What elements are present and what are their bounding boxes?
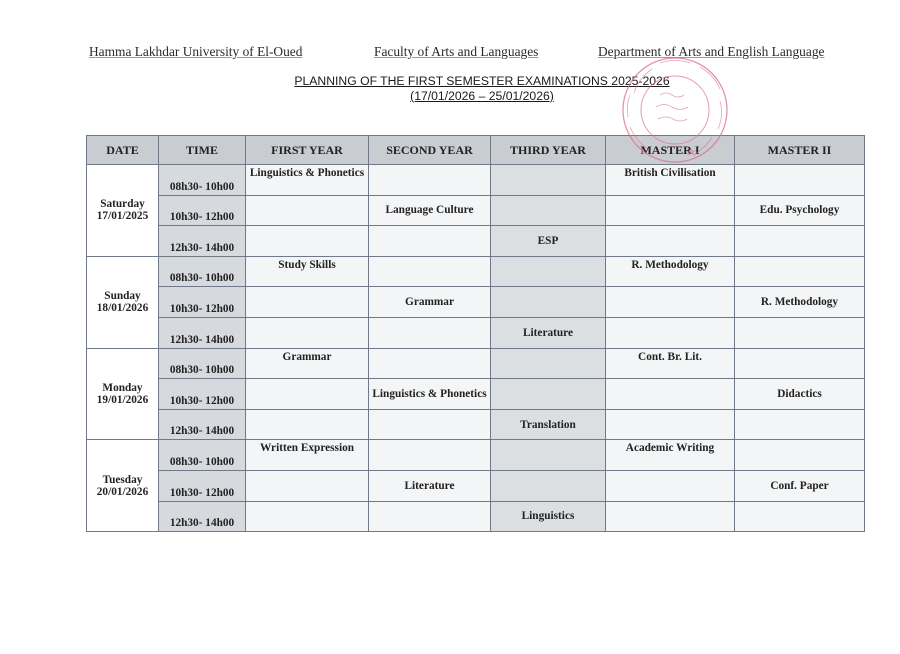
day-name: Tuesday: [102, 473, 143, 486]
master-2-cell: [735, 409, 865, 440]
table-row: [87, 226, 865, 257]
table-row: [87, 165, 865, 196]
master-2-cell: R. Methodology: [735, 287, 865, 318]
first-year-cell: Grammar: [246, 348, 369, 379]
third-year-cell: [491, 287, 606, 318]
third-year-cell: [491, 256, 606, 287]
column-header-master-2: MASTER II: [735, 136, 865, 165]
table-row: [87, 317, 865, 348]
second-year-cell: [369, 501, 491, 532]
column-header-time: TIME: [159, 136, 246, 165]
third-year-cell: ESP: [491, 226, 606, 257]
day-date: 19/01/2026: [96, 393, 149, 406]
master-2-cell: Edu. Psychology: [735, 195, 865, 226]
university-name: Hamma Lakhdar University of El-Oued: [89, 44, 303, 59]
day-date: 17/01/2025: [96, 210, 149, 223]
master-2-cell: [735, 256, 865, 287]
master-1-cell: [606, 226, 735, 257]
department-name: Department of Arts and English Language: [598, 44, 825, 59]
column-header-date: DATE: [87, 136, 159, 165]
first-year-cell: [246, 195, 369, 226]
first-year-cell: [246, 409, 369, 440]
master-1-cell: [606, 287, 735, 318]
table-row: [87, 379, 865, 410]
first-year-cell: Study Skills: [246, 256, 369, 287]
first-year-cell: [246, 317, 369, 348]
date-cell: [87, 348, 159, 440]
first-year-cell: [246, 470, 369, 501]
table-row: [87, 348, 865, 379]
time-slot-cell: 12h30- 14h00: [159, 317, 246, 348]
table-row: [87, 501, 865, 532]
master-1-cell: [606, 409, 735, 440]
column-header-second-year: SECOND YEAR: [369, 136, 491, 165]
second-year-cell: Literature: [369, 470, 491, 501]
date-cell: [87, 256, 159, 348]
time-slot-cell: 10h30- 12h00: [159, 470, 246, 501]
second-year-cell: Grammar: [369, 287, 491, 318]
time-slot-cell: 08h30- 10h00: [159, 348, 246, 379]
master-1-cell: [606, 501, 735, 532]
day-date: 20/01/2026: [96, 485, 149, 498]
master-2-cell: [735, 440, 865, 471]
time-slot-cell: 08h30- 10h00: [159, 256, 246, 287]
first-year-cell: [246, 287, 369, 318]
third-year-cell: [491, 195, 606, 226]
time-slot-cell: 12h30- 14h00: [159, 409, 246, 440]
first-year-cell: [246, 501, 369, 532]
time-slot-cell: 10h30- 12h00: [159, 195, 246, 226]
second-year-cell: Language Culture: [369, 195, 491, 226]
first-year-cell: [246, 226, 369, 257]
first-year-cell: Linguistics & Phonetics: [246, 165, 369, 196]
third-year-cell: [491, 470, 606, 501]
master-2-cell: [735, 226, 865, 257]
master-2-cell: [735, 165, 865, 196]
first-year-cell: [246, 379, 369, 410]
master-1-cell: [606, 317, 735, 348]
time-slot-cell: 08h30- 10h00: [159, 165, 246, 196]
day-name: Saturday: [100, 198, 145, 211]
day-name: Sunday: [104, 290, 141, 303]
master-2-cell: Didactics: [735, 379, 865, 410]
column-header-third-year: THIRD YEAR: [491, 136, 606, 165]
faculty-name: Faculty of Arts and Languages: [374, 44, 539, 59]
master-1-cell: [606, 195, 735, 226]
table-row: [87, 195, 865, 226]
table-row: [87, 409, 865, 440]
time-slot-cell: 08h30- 10h00: [159, 440, 246, 471]
second-year-cell: [369, 165, 491, 196]
third-year-cell: [491, 440, 606, 471]
third-year-cell: [491, 348, 606, 379]
table-header-row: [87, 136, 865, 165]
table-row: [87, 470, 865, 501]
exam-schedule-table: [86, 135, 865, 532]
first-year-cell: Written Expression: [246, 440, 369, 471]
table-row: [87, 256, 865, 287]
time-slot-cell: 10h30- 12h00: [159, 379, 246, 410]
master-1-cell: Cont. Br. Lit.: [606, 348, 735, 379]
date-cell: [87, 440, 159, 532]
time-slot-cell: 12h30- 14h00: [159, 226, 246, 257]
master-2-cell: Conf. Paper: [735, 470, 865, 501]
second-year-cell: [369, 440, 491, 471]
second-year-cell: Linguistics & Phonetics: [369, 379, 491, 410]
day-date: 18/01/2026: [96, 302, 149, 315]
column-header-first-year: FIRST YEAR: [246, 136, 369, 165]
master-2-cell: [735, 317, 865, 348]
third-year-cell: Translation: [491, 409, 606, 440]
time-slot-cell: 10h30- 12h00: [159, 287, 246, 318]
third-year-cell: Linguistics: [491, 501, 606, 532]
document-title: PLANNING OF THE FIRST SEMESTER EXAMINATIONS 2025-2026: [294, 74, 670, 88]
second-year-cell: [369, 226, 491, 257]
third-year-cell: [491, 165, 606, 196]
third-year-cell: [491, 379, 606, 410]
time-slot-cell: 12h30- 14h00: [159, 501, 246, 532]
second-year-cell: [369, 256, 491, 287]
second-year-cell: [369, 348, 491, 379]
table-row: [87, 440, 865, 471]
third-year-cell: Literature: [491, 317, 606, 348]
exam-period: (17/01/2026 – 25/01/2026): [410, 89, 554, 103]
date-cell: [87, 165, 159, 257]
master-1-cell: [606, 379, 735, 410]
master-1-cell: Academic Writing: [606, 440, 735, 471]
day-name: Monday: [102, 381, 143, 394]
second-year-cell: [369, 409, 491, 440]
master-1-cell: British Civilisation: [606, 165, 735, 196]
master-1-cell: R. Methodology: [606, 256, 735, 287]
master-2-cell: [735, 348, 865, 379]
table-row: [87, 287, 865, 318]
master-2-cell: [735, 501, 865, 532]
master-1-cell: [606, 470, 735, 501]
second-year-cell: [369, 317, 491, 348]
column-header-master-1: MASTER I: [606, 136, 735, 165]
